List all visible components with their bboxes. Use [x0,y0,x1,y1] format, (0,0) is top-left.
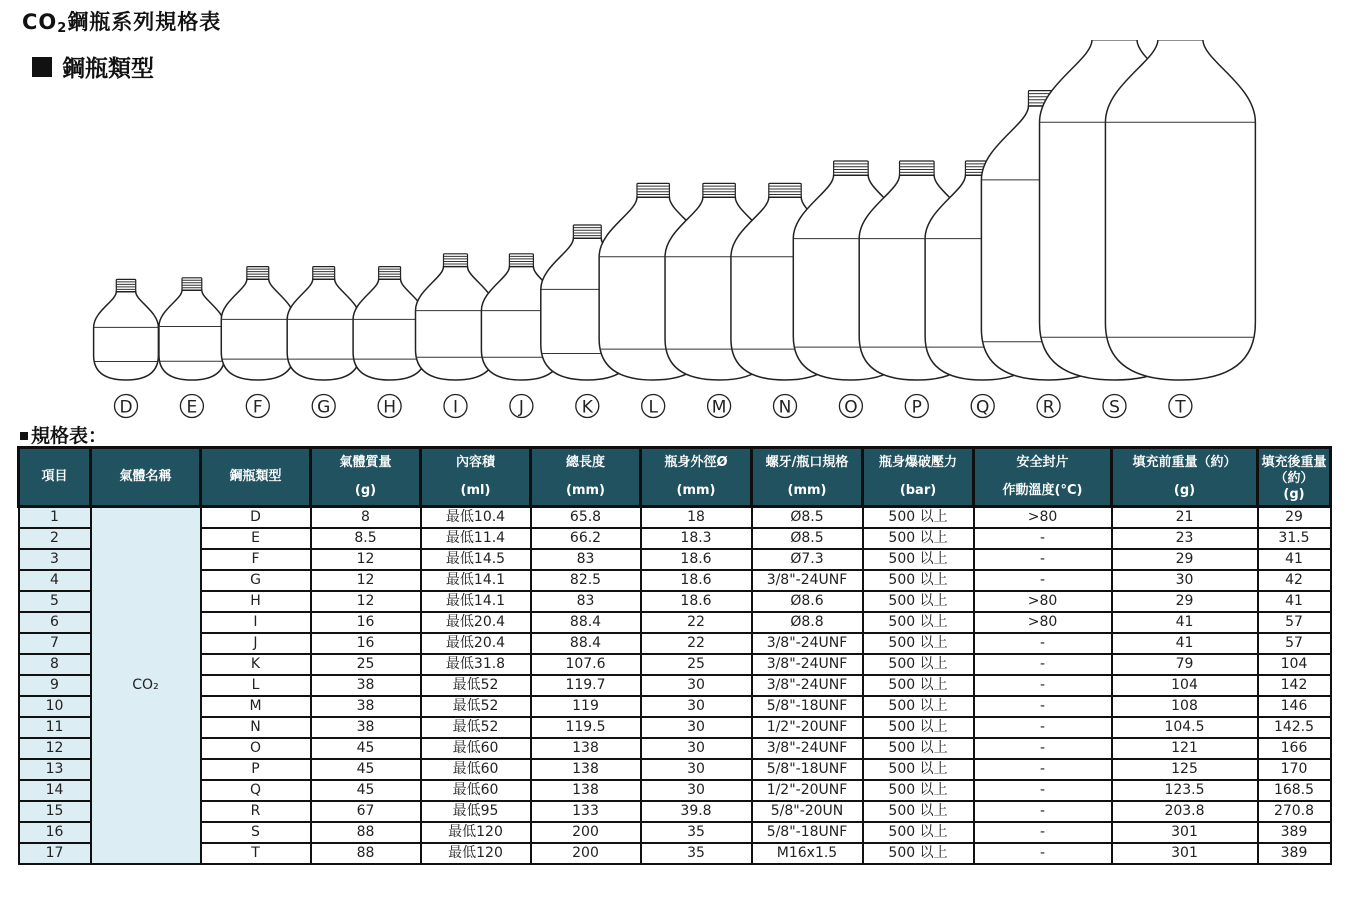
table-cell: 30 [641,780,752,801]
header-cell [1258,448,1331,507]
table-cell: E [201,528,311,549]
bottle-label: F [252,397,263,418]
bottle-label: P [911,397,922,418]
table-cell: G [201,570,311,591]
table-cell: 3/8"-24UNF [752,738,863,759]
table-cell: 1/2"-20UNF [752,717,863,738]
header-cell [531,448,641,507]
table-cell: 35 [641,822,752,843]
header-label: 填充前重量（約） [1132,455,1237,470]
header-unit: (ml) [460,483,491,498]
table-cell: 170 [1258,759,1331,780]
table-cell: - [974,843,1112,864]
table-cell: H [201,591,311,612]
header-label: 總長度 [565,455,605,470]
bottle-label: D [119,397,133,418]
table-cell: 5/8"-18UNF [752,696,863,717]
table-cell: - [974,549,1112,570]
table-cell: 30 [1112,570,1258,591]
table-cell: 107.6 [531,654,641,675]
table-cell: 最低10.4 [421,507,531,529]
bottle-label: L [648,397,658,418]
header-cell [974,448,1112,507]
bottle-label: O [844,397,858,418]
table-cell: 79 [1112,654,1258,675]
table-cell: 最低60 [421,738,531,759]
bottle-F [221,267,294,418]
table-cell: 104 [1258,654,1331,675]
table-cell: 119.7 [531,675,641,696]
table-row [19,801,1331,822]
table-row [19,654,1331,675]
table-cell: N [201,717,311,738]
table-cell: 8 [19,654,91,675]
bottle-label: H [383,397,396,418]
header-cell [863,448,974,507]
table-cell: 25 [311,654,421,675]
table-cell: 38 [311,675,421,696]
table-cell: 3 [19,549,91,570]
table-cell: 500 以上 [863,759,974,780]
table-cell: 500 以上 [863,717,974,738]
page-title: $CO_2$鋼瓶系列規格表 [22,10,222,36]
table-row [19,822,1331,843]
table-cell: 88 [311,843,421,864]
table-cell: 65.8 [531,507,641,529]
table-cell: 88.4 [531,612,641,633]
table-cell: >80 [974,507,1112,529]
table-cell: 最低95 [421,801,531,822]
table-row [19,612,1331,633]
table-cell: 500 以上 [863,549,974,570]
header-cell [91,448,201,507]
table-row [19,780,1331,801]
header-cell [421,448,531,507]
table-cell: 57 [1258,612,1331,633]
table-cell: 22 [641,633,752,654]
table-cell: 最低11.4 [421,528,531,549]
table-cell: 最低14.1 [421,591,531,612]
table-cell: 21 [1112,507,1258,529]
table-cell: - [974,759,1112,780]
table-cell: 15 [19,801,91,822]
table-cell: 146 [1258,696,1331,717]
table-cell: 88 [311,822,421,843]
table-cell: 389 [1258,822,1331,843]
table-cell: 12 [311,570,421,591]
table-cell: 500 以上 [863,696,974,717]
table-cell: M [201,696,311,717]
table-cell: Ø8.5 [752,528,863,549]
table-cell: 8.5 [311,528,421,549]
table-cell: 18.6 [641,549,752,570]
table-cell: 最低52 [421,696,531,717]
table-cell: 16 [311,633,421,654]
table-cell: 2 [19,528,91,549]
table-cell: 119 [531,696,641,717]
table-cell: S [201,822,311,843]
table-cell: 5/8"-20UN [752,801,863,822]
table-cell: 500 以上 [863,780,974,801]
table-cell: 12 [311,549,421,570]
table-cell: 168.5 [1258,780,1331,801]
table-cell: 30 [641,675,752,696]
table-cell: M16x1.5 [752,843,863,864]
table-cell: 142 [1258,675,1331,696]
table-cell: 最低60 [421,780,531,801]
table-cell: 270.8 [1258,801,1331,822]
table-cell: 3/8"-24UNF [752,633,863,654]
table-cell: 最低14.5 [421,549,531,570]
table-cell: O [201,738,311,759]
bottle-label: I [452,397,459,418]
bottle-label: R [1042,397,1055,418]
spec-table [17,446,1332,865]
table-cell: 45 [311,759,421,780]
table-cell: 最低120 [421,822,531,843]
table-row [19,717,1331,738]
table-cell: 500 以上 [863,633,974,654]
table-cell: 8 [311,507,421,529]
table-cell: 29 [1258,507,1331,529]
section-heading-types: 鋼瓶類型 [32,50,154,83]
table-cell: - [974,738,1112,759]
header-unit: (mm) [566,483,605,498]
table-cell: J [201,633,311,654]
table-cell: 67 [311,801,421,822]
table-cell: 30 [641,759,752,780]
table-cell: Ø8.8 [752,612,863,633]
header-label: 氣體名稱 [119,469,172,484]
table-cell: 25 [641,654,752,675]
table-cell: Ø7.3 [752,549,863,570]
bottle-label: G [317,397,331,418]
table-row [19,549,1331,570]
table-cell: 5/8"-18UNF [752,759,863,780]
table-cell: 22 [641,612,752,633]
table-row [19,759,1331,780]
table-cell: - [974,780,1112,801]
section-heading-spec: 規格表： [20,421,107,448]
table-cell: 138 [531,738,641,759]
table-row [19,507,1331,529]
bottle-label: M [711,397,727,418]
table-cell: 88.4 [531,633,641,654]
table-cell: - [974,633,1112,654]
table-cell: Q [201,780,311,801]
square-bullet-icon [20,432,28,440]
table-cell: 500 以上 [863,591,974,612]
table-cell: >80 [974,612,1112,633]
header-label: 鋼瓶類型 [229,469,282,484]
table-row [19,591,1331,612]
table-row [19,675,1331,696]
table-cell: 200 [531,843,641,864]
table-row [19,528,1331,549]
bottle-label: T [1175,397,1186,418]
bottle-T [1105,40,1255,418]
table-cell: 最低120 [421,843,531,864]
table-cell: 5/8"-18UNF [752,822,863,843]
table-cell: >80 [974,591,1112,612]
table-cell: 3/8"-24UNF [752,654,863,675]
table-cell: 30 [641,717,752,738]
table-cell: 500 以上 [863,570,974,591]
table-cell: 57 [1258,633,1331,654]
table-cell: 1/2"-20UNF [752,780,863,801]
table-cell: 16 [19,822,91,843]
table-cell: 500 以上 [863,654,974,675]
table-cell: 最低52 [421,675,531,696]
table-cell: 41 [1112,633,1258,654]
table-cell: 13 [19,759,91,780]
table-cell: 31.5 [1258,528,1331,549]
table-header-row [19,448,1331,507]
table-cell: 3/8"-24UNF [752,675,863,696]
header-unit: (mm) [787,483,827,498]
bottle-label: S [1109,397,1120,418]
table-cell: 82.5 [531,570,641,591]
table-cell: 最低20.4 [421,633,531,654]
table-cell: 4 [19,570,91,591]
table-cell: 500 以上 [863,822,974,843]
table-cell: 41 [1258,591,1331,612]
header-cell [1112,448,1258,507]
header-cell [641,448,752,507]
header-unit: (mm) [676,483,716,498]
table-cell: 18.6 [641,570,752,591]
header-label: 安全封片 [1016,455,1069,470]
bottle-label: N [778,397,792,418]
table-cell: 最低20.4 [421,612,531,633]
table-cell: 301 [1112,822,1258,843]
table-cell: - [974,717,1112,738]
table-cell: 23 [1112,528,1258,549]
table-cell: - [974,801,1112,822]
table-cell: 35 [641,843,752,864]
bottle-label: E [186,397,198,418]
gas-name-cell: CO₂ [91,507,201,865]
table-cell: F [201,549,311,570]
table-cell: 11 [19,717,91,738]
table-cell: L [201,675,311,696]
table-cell: 17 [19,843,91,864]
table-cell: 10 [19,696,91,717]
table-cell: 18 [641,507,752,529]
table-row [19,843,1331,864]
header-unit: (g) [1173,483,1196,498]
table-cell: 301 [1112,843,1258,864]
table-cell: Ø8.6 [752,591,863,612]
header-label: 螺牙/瓶口規格 [765,455,849,470]
header-unit: 作動溫度(°C) [1002,483,1083,498]
table-cell: P [201,759,311,780]
table-cell: 500 以上 [863,612,974,633]
table-cell: 41 [1258,549,1331,570]
table-cell: 108 [1112,696,1258,717]
table-cell: 45 [311,780,421,801]
table-cell: 最低14.1 [421,570,531,591]
table-cell: 3/8"-24UNF [752,570,863,591]
header-label: 內容積 [455,455,495,470]
header-cell [311,448,421,507]
bottle-diagram [0,40,1350,425]
header-label: 氣體質量 [339,455,392,470]
header-label: 瓶身爆破壓力 [878,455,957,470]
table-row [19,633,1331,654]
table-cell: 500 以上 [863,843,974,864]
header-label: 填充後重量（約） [1261,455,1327,486]
table-cell: 16 [311,612,421,633]
table-cell: 12 [311,591,421,612]
table-cell: I [201,612,311,633]
table-cell: - [974,570,1112,591]
table-cell: 389 [1258,843,1331,864]
header-unit: (g) [354,483,377,498]
table-cell: - [974,696,1112,717]
table-cell: - [974,528,1112,549]
table-cell: - [974,654,1112,675]
table-cell: 30 [641,738,752,759]
table-cell: T [201,843,311,864]
table-cell: 142.5 [1258,717,1331,738]
table-row [19,738,1331,759]
table-cell: 6 [19,612,91,633]
header-unit: (g) [1283,487,1305,502]
table-cell: 104.5 [1112,717,1258,738]
table-cell: 500 以上 [863,507,974,529]
table-cell: 123.5 [1112,780,1258,801]
table-cell: K [201,654,311,675]
table-cell: 29 [1112,549,1258,570]
table-cell: 39.8 [641,801,752,822]
table-cell: 9 [19,675,91,696]
table-cell: 最低60 [421,759,531,780]
table-cell: 30 [641,696,752,717]
table-cell: - [974,822,1112,843]
bottle-label: Q [976,397,990,418]
table-cell: 166 [1258,738,1331,759]
table-cell: 500 以上 [863,801,974,822]
header-cell [201,448,311,507]
header-cell [752,448,863,507]
table-cell: 200 [531,822,641,843]
table-cell: R [201,801,311,822]
table-cell: 119.5 [531,717,641,738]
bottle-label: J [518,397,524,418]
table-cell: 500 以上 [863,528,974,549]
table-cell: D [201,507,311,529]
table-cell: 104 [1112,675,1258,696]
table-cell: 42 [1258,570,1331,591]
table-cell: 138 [531,780,641,801]
table-cell: 38 [311,696,421,717]
header-label: 項目 [41,469,68,484]
table-cell: 66.2 [531,528,641,549]
table-row [19,570,1331,591]
table-cell: 最低31.8 [421,654,531,675]
header-label: 瓶身外徑Ø [664,455,728,470]
table-cell: 500 以上 [863,675,974,696]
table-cell: 38 [311,717,421,738]
table-cell: 1 [19,507,91,529]
table-cell: 133 [531,801,641,822]
header-unit: (bar) [899,483,937,498]
bottle-D [94,279,159,417]
header-cell [19,448,91,507]
table-cell: 最低52 [421,717,531,738]
bottle-E [159,278,225,418]
table-cell: 83 [531,591,641,612]
table-cell: 7 [19,633,91,654]
table-cell: 121 [1112,738,1258,759]
table-row [19,696,1331,717]
bottle-G [287,267,360,418]
table-cell: 138 [531,759,641,780]
bottle-label: K [581,397,593,418]
table-cell: 500 以上 [863,738,974,759]
table-cell: 12 [19,738,91,759]
table-cell: 125 [1112,759,1258,780]
table-cell: 5 [19,591,91,612]
table-cell: 14 [19,780,91,801]
table-cell: 18.3 [641,528,752,549]
table-cell: 203.8 [1112,801,1258,822]
table-cell: 18.6 [641,591,752,612]
table-cell: 29 [1112,591,1258,612]
table-cell: 41 [1112,612,1258,633]
table-cell: 83 [531,549,641,570]
table-cell: Ø8.5 [752,507,863,529]
table-cell: - [974,675,1112,696]
table-cell: 45 [311,738,421,759]
